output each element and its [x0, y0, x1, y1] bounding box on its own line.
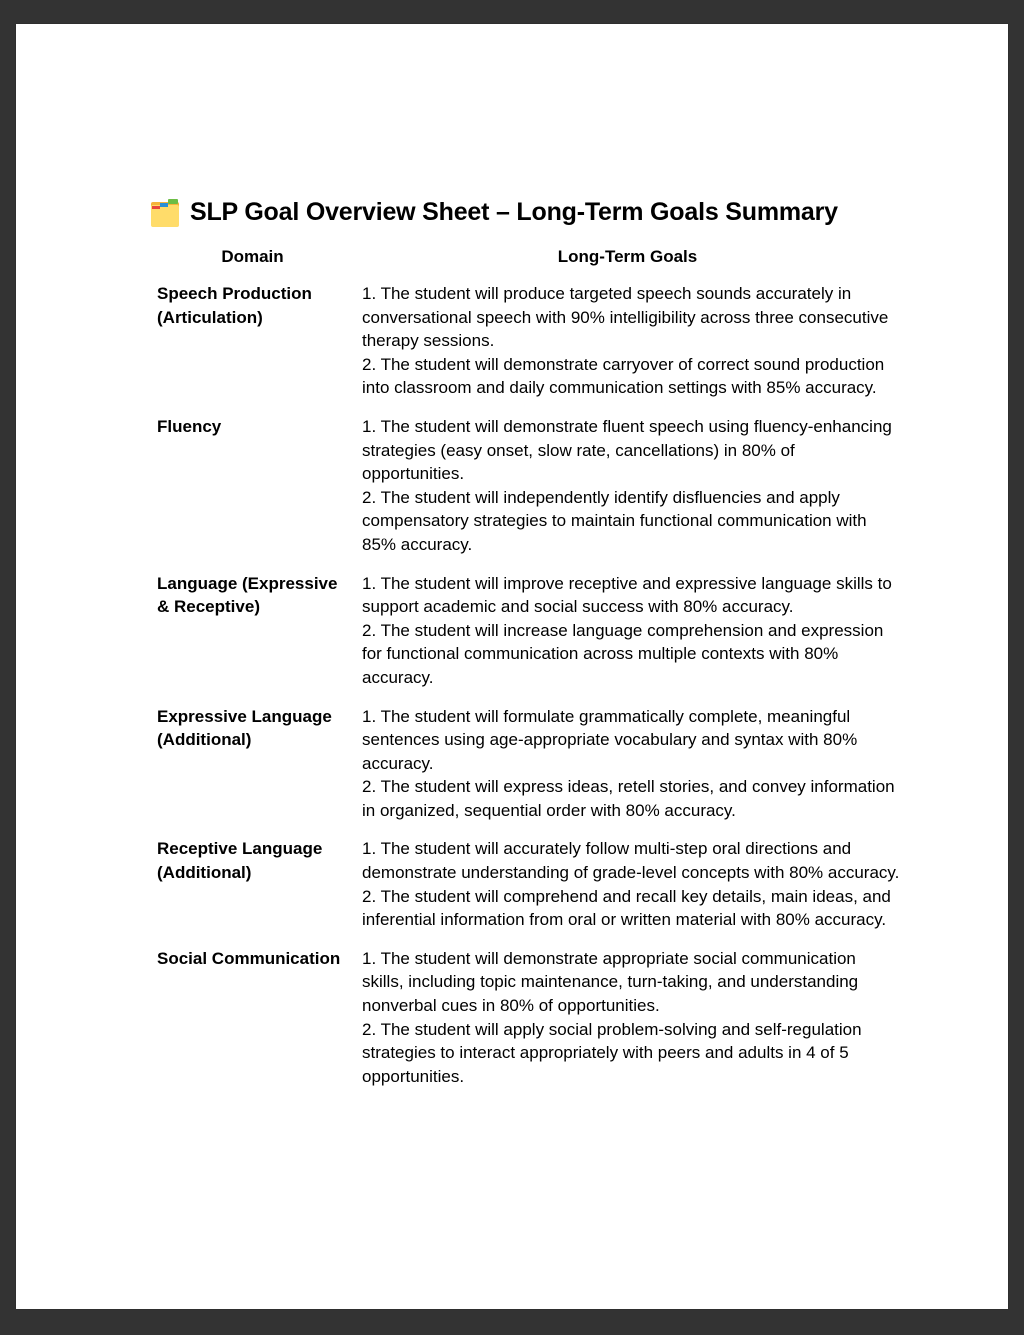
goal-item: 2. The student will comprehend and recall key details, main ideas, and inferential information from oral or written material with 80% accuracy. — [362, 886, 891, 930]
goals-cell — [355, 837, 900, 946]
goal-item: 1. The student will improve receptive and expressive language skills to support academic and social success with 80% accuracy. — [362, 573, 892, 617]
goals-cell — [355, 282, 900, 415]
page-content — [150, 194, 900, 1103]
column-header-goals: Long-Term Goals — [557, 247, 698, 266]
goals-cell — [355, 705, 900, 838]
domain-cell: Fluency — [157, 416, 222, 436]
page-title: SLP Goal Overview Sheet – Long-Term Goals Summary — [190, 197, 838, 226]
goal-item: 1. The student will accurately follow multi-step oral directions and demonstrate understanding of grade-level concepts with 80% accuracy. — [362, 839, 900, 883]
table-row — [150, 947, 900, 1104]
goal-item: 2. The student will independently identify disfluencies and apply compensatory strategies to maintain functional communication with 85% accuracy. — [362, 487, 867, 554]
table-row — [150, 572, 900, 705]
document-page — [16, 24, 1008, 1309]
card-index-dividers-icon — [150, 197, 180, 227]
goals-cell — [355, 947, 900, 1104]
table-row — [150, 837, 900, 946]
goals-table — [150, 246, 900, 1103]
domain-cell: Expressive Language (Additional) — [157, 706, 332, 750]
goal-item: 2. The student will increase language comprehension and expression for functional communication across multiple contexts with 80% accuracy. — [362, 620, 884, 687]
goal-item: 2. The student will demonstrate carryover of correct sound production into classroom and daily communication settings with 85% accuracy. — [362, 354, 885, 398]
domain-cell: Social Communication — [157, 948, 341, 968]
table-row — [150, 705, 900, 838]
table-header-row — [150, 246, 900, 282]
column-header-domain: Domain — [221, 247, 284, 266]
domain-cell: Language (Expressive & Receptive) — [157, 573, 338, 617]
goal-item: 2. The student will express ideas, retell stories, and convey information in organized, sequential order with 80% accuracy. — [362, 777, 895, 820]
title-row — [150, 194, 900, 230]
goals-cell — [355, 415, 900, 572]
goal-item: 1. The student will formulate grammatically complete, meaningful sentences using age-appropriate vocabulary and syntax with 80% accuracy. — [362, 706, 858, 773]
domain-cell: Receptive Language (Additional) — [157, 839, 323, 883]
goal-item: 2. The student will apply social problem-solving and self-regulation strategies to interact appropriately with peers and adults in 4 of 5 opportunities. — [362, 1019, 862, 1086]
domain-cell: Speech Production (Articulation) — [157, 284, 312, 327]
table-row — [150, 415, 900, 572]
goal-item: 1. The student will produce targeted speech sounds accurately in conversational speech with 90% intelligibility across three consecutive therapy sessions. — [362, 284, 889, 351]
goals-cell — [355, 572, 900, 705]
goal-item: 1. The student will demonstrate fluent speech using fluency-enhancing strategies (easy onset, slow rate, cancellations) in 80% of opportunities. — [362, 416, 892, 484]
goal-item: 1. The student will demonstrate appropriate social communication skills, including topic maintenance, turn-taking, and understanding nonverbal cues in 80% of opportunities. — [362, 948, 859, 1016]
table-row — [150, 282, 900, 415]
